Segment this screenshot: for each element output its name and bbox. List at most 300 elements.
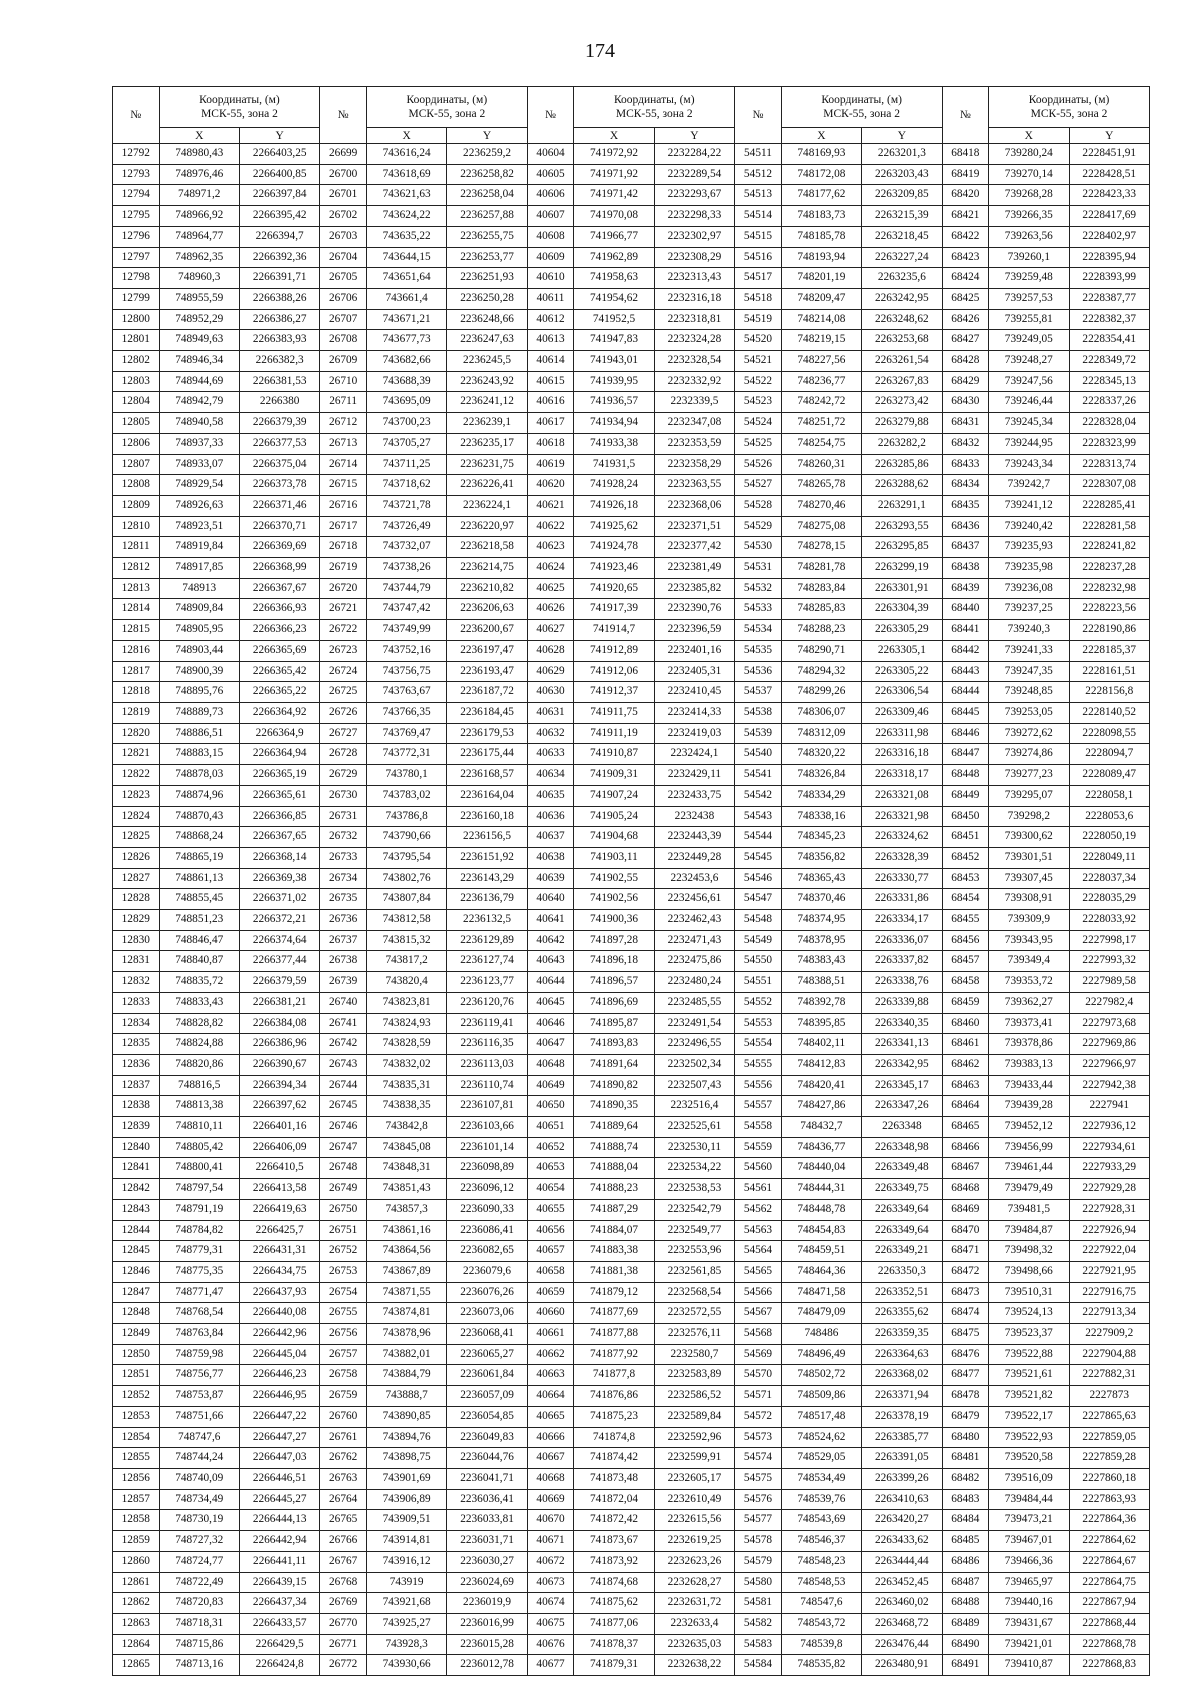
x-coordinate: 748933,07 [159,454,239,475]
x-coordinate: 741911,75 [574,702,654,723]
x-coordinate: 741877,06 [574,1613,654,1634]
x-coordinate: 743871,55 [366,1282,446,1303]
table-row [113,558,1150,579]
x-coordinate: 741966,77 [574,226,654,247]
y-coordinate: 2236143,29 [447,868,527,889]
point-number: 40677 [527,1655,574,1676]
x-coordinate: 739516,09 [989,1469,1069,1490]
point-number: 68457 [942,951,989,972]
point-number: 26708 [320,330,367,351]
point-number: 26767 [320,1551,367,1572]
y-coordinate: 2263305,29 [862,620,942,641]
x-coordinate: 743848,31 [366,1158,446,1179]
x-coordinate: 741873,67 [574,1531,654,1552]
x-coordinate: 741874,68 [574,1572,654,1593]
point-number: 40661 [527,1324,574,1345]
x-coordinate: 739349,4 [989,951,1069,972]
y-coordinate: 2266392,36 [239,247,319,268]
y-coordinate: 2266431,31 [239,1241,319,1262]
point-number: 54536 [735,661,782,682]
x-coordinate: 748946,34 [159,351,239,372]
y-coordinate: 2236012,78 [447,1655,527,1676]
y-coordinate: 2228161,51 [1069,661,1149,682]
y-coordinate: 2263203,43 [862,164,942,185]
y-coordinate: 2236224,1 [447,495,527,516]
y-coordinate: 2236160,18 [447,806,527,827]
x-coordinate: 743884,79 [366,1365,446,1386]
header-y-2: Y [447,128,527,144]
x-coordinate: 739300,62 [989,827,1069,848]
point-number: 68489 [942,1613,989,1634]
point-number: 68465 [942,1117,989,1138]
y-coordinate: 2236024,69 [447,1572,527,1593]
point-number: 68447 [942,744,989,765]
x-coordinate: 748753,87 [159,1386,239,1407]
point-number: 26770 [320,1613,367,1634]
point-number: 54564 [735,1241,782,1262]
y-coordinate: 2227859,28 [1069,1448,1149,1469]
point-number: 54551 [735,972,782,993]
y-coordinate: 2232507,43 [654,1075,734,1096]
x-coordinate: 743721,78 [366,495,446,516]
table-row [113,1117,1150,1138]
table-row [113,537,1150,558]
point-number: 40664 [527,1386,574,1407]
x-coordinate: 739523,37 [989,1324,1069,1345]
y-coordinate: 2263355,62 [862,1303,942,1324]
y-coordinate: 2228089,47 [1069,765,1149,786]
x-coordinate: 748378,95 [781,930,861,951]
x-coordinate: 748278,15 [781,537,861,558]
y-coordinate: 2232592,96 [654,1427,734,1448]
y-coordinate: 2263293,55 [862,516,942,537]
point-number: 68449 [942,785,989,806]
point-number: 40605 [527,164,574,185]
y-coordinate: 2236079,6 [447,1261,527,1282]
y-coordinate: 2232485,55 [654,992,734,1013]
y-coordinate: 2236068,41 [447,1324,527,1345]
y-coordinate: 2232328,54 [654,351,734,372]
point-number: 26720 [320,578,367,599]
point-number: 12817 [113,661,160,682]
header-num-3: № [527,87,574,144]
y-coordinate: 2266370,71 [239,516,319,537]
x-coordinate: 739277,23 [989,765,1069,786]
y-coordinate: 2266441,11 [239,1551,319,1572]
y-coordinate: 2227998,17 [1069,930,1149,951]
x-coordinate: 739263,56 [989,226,1069,247]
point-number: 12848 [113,1303,160,1324]
point-number: 12829 [113,910,160,931]
point-number: 68443 [942,661,989,682]
point-number: 68475 [942,1324,989,1345]
point-number: 26756 [320,1324,367,1345]
y-coordinate: 2263359,35 [862,1324,942,1345]
x-coordinate: 748288,23 [781,620,861,641]
y-coordinate: 2236101,14 [447,1137,527,1158]
x-coordinate: 739240,3 [989,620,1069,641]
table-row [113,1241,1150,1262]
point-number: 12845 [113,1241,160,1262]
x-coordinate: 741874,42 [574,1448,654,1469]
point-number: 68471 [942,1241,989,1262]
table-row [113,330,1150,351]
x-coordinate: 741897,28 [574,930,654,951]
x-coordinate: 748861,13 [159,868,239,889]
table-row [113,578,1150,599]
y-coordinate: 2236041,71 [447,1469,527,1490]
point-number: 40632 [527,723,574,744]
y-coordinate: 2232308,29 [654,247,734,268]
point-number: 40610 [527,268,574,289]
point-number: 26759 [320,1386,367,1407]
point-number: 68426 [942,309,989,330]
y-coordinate: 2263336,07 [862,930,942,951]
y-coordinate: 2232580,7 [654,1344,734,1365]
y-coordinate: 2236019,9 [447,1593,527,1614]
y-coordinate: 2266386,27 [239,309,319,330]
x-coordinate: 743766,35 [366,702,446,723]
point-number: 40673 [527,1572,574,1593]
y-coordinate: 2263337,82 [862,951,942,972]
x-coordinate: 748496,49 [781,1344,861,1365]
x-coordinate: 748345,23 [781,827,861,848]
point-number: 54568 [735,1324,782,1345]
x-coordinate: 748964,77 [159,226,239,247]
point-number: 68467 [942,1158,989,1179]
point-number: 68444 [942,682,989,703]
point-number: 40625 [527,578,574,599]
y-coordinate: 2266446,95 [239,1386,319,1407]
table-row [113,868,1150,889]
point-number: 54519 [735,309,782,330]
x-coordinate: 748820,86 [159,1054,239,1075]
y-coordinate: 2266375,04 [239,454,319,475]
y-coordinate: 2236116,35 [447,1034,527,1055]
y-coordinate: 2236247,63 [447,330,527,351]
y-coordinate: 2228345,13 [1069,371,1149,392]
x-coordinate: 743916,12 [366,1551,446,1572]
x-coordinate: 741874,8 [574,1427,654,1448]
x-coordinate: 743864,56 [366,1241,446,1262]
x-coordinate: 743718,62 [366,475,446,496]
point-number: 68458 [942,972,989,993]
y-coordinate: 2236065,27 [447,1344,527,1365]
point-number: 40633 [527,744,574,765]
point-number: 12807 [113,454,160,475]
x-coordinate: 748209,47 [781,288,861,309]
x-coordinate: 748427,86 [781,1096,861,1117]
x-coordinate: 748260,31 [781,454,861,475]
x-coordinate: 748227,56 [781,351,861,372]
table-row [113,889,1150,910]
x-coordinate: 741877,92 [574,1344,654,1365]
point-number: 68436 [942,516,989,537]
y-coordinate: 2232429,11 [654,765,734,786]
y-coordinate: 2263410,63 [862,1489,942,1510]
point-number: 68461 [942,1034,989,1055]
x-coordinate: 739280,24 [989,144,1069,165]
y-coordinate: 2263468,72 [862,1613,942,1634]
y-coordinate: 2232589,84 [654,1406,734,1427]
x-coordinate: 748534,49 [781,1469,861,1490]
point-number: 68474 [942,1303,989,1324]
x-coordinate: 743832,02 [366,1054,446,1075]
point-number: 54530 [735,537,782,558]
y-coordinate: 2232568,54 [654,1282,734,1303]
y-coordinate: 2232516,4 [654,1096,734,1117]
point-number: 54542 [735,785,782,806]
point-number: 12852 [113,1386,160,1407]
x-coordinate: 748283,84 [781,578,861,599]
point-number: 26738 [320,951,367,972]
y-coordinate: 2236107,81 [447,1096,527,1117]
y-coordinate: 2266395,42 [239,206,319,227]
x-coordinate: 743616,24 [366,144,446,165]
point-number: 26712 [320,413,367,434]
point-number: 68433 [942,454,989,475]
table-row [113,454,1150,475]
x-coordinate: 741877,88 [574,1324,654,1345]
point-number: 68470 [942,1220,989,1241]
x-coordinate: 739307,45 [989,868,1069,889]
point-number: 54569 [735,1344,782,1365]
y-coordinate: 2228098,55 [1069,723,1149,744]
point-number: 12801 [113,330,160,351]
point-number: 40635 [527,785,574,806]
y-coordinate: 2236220,97 [447,516,527,537]
x-coordinate: 739498,32 [989,1241,1069,1262]
point-number: 26719 [320,558,367,579]
point-number: 12793 [113,164,160,185]
point-number: 40617 [527,413,574,434]
point-number: 40607 [527,206,574,227]
x-coordinate: 748265,78 [781,475,861,496]
y-coordinate: 2232363,55 [654,475,734,496]
x-coordinate: 748971,2 [159,185,239,206]
x-coordinate: 741902,55 [574,868,654,889]
y-coordinate: 2232302,97 [654,226,734,247]
y-coordinate: 2266447,27 [239,1427,319,1448]
y-coordinate: 2263339,88 [862,992,942,1013]
y-coordinate: 2232381,49 [654,558,734,579]
x-coordinate: 741896,57 [574,972,654,993]
y-coordinate: 2263444,44 [862,1551,942,1572]
y-coordinate: 2266446,51 [239,1469,319,1490]
point-number: 54583 [735,1634,782,1655]
y-coordinate: 2236110,74 [447,1075,527,1096]
point-number: 54516 [735,247,782,268]
x-coordinate: 739301,51 [989,847,1069,868]
header-y-1: Y [239,128,319,144]
y-coordinate: 2227973,68 [1069,1013,1149,1034]
header-x-2: X [366,128,446,144]
x-coordinate: 748193,94 [781,247,861,268]
x-coordinate: 743756,75 [366,661,446,682]
x-coordinate: 739431,67 [989,1613,1069,1634]
x-coordinate: 748402,11 [781,1034,861,1055]
point-number: 40668 [527,1469,574,1490]
point-number: 12831 [113,951,160,972]
y-coordinate: 2227926,94 [1069,1220,1149,1241]
y-coordinate: 2263282,2 [862,433,942,454]
y-coordinate: 2236168,57 [447,765,527,786]
y-coordinate: 2232298,33 [654,206,734,227]
point-number: 54565 [735,1261,782,1282]
x-coordinate: 743661,4 [366,288,446,309]
table-row [113,351,1150,372]
table-row [113,1199,1150,1220]
point-number: 68452 [942,847,989,868]
x-coordinate: 743901,69 [366,1469,446,1490]
point-number: 12846 [113,1261,160,1282]
x-coordinate: 739362,27 [989,992,1069,1013]
point-number: 26706 [320,288,367,309]
y-coordinate: 2228058,1 [1069,785,1149,806]
y-coordinate: 2266439,15 [239,1572,319,1593]
y-coordinate: 2266386,96 [239,1034,319,1055]
table-row [113,495,1150,516]
x-coordinate: 748797,54 [159,1179,239,1200]
table-row [113,1386,1150,1407]
point-number: 40670 [527,1510,574,1531]
table-row [113,1220,1150,1241]
point-number: 26701 [320,185,367,206]
x-coordinate: 739481,5 [989,1199,1069,1220]
table-row [113,1427,1150,1448]
x-coordinate: 748895,76 [159,682,239,703]
x-coordinate: 748976,46 [159,164,239,185]
y-coordinate: 2236259,2 [447,144,527,165]
x-coordinate: 739244,95 [989,433,1069,454]
y-coordinate: 2232525,61 [654,1117,734,1138]
y-coordinate: 2266390,67 [239,1054,319,1075]
y-coordinate: 2236098,89 [447,1158,527,1179]
y-coordinate: 2228395,94 [1069,247,1149,268]
x-coordinate: 741884,07 [574,1220,654,1241]
x-coordinate: 743700,23 [366,413,446,434]
x-coordinate: 743817,2 [366,951,446,972]
header-y-5: Y [1069,128,1149,144]
point-number: 54517 [735,268,782,289]
y-coordinate: 2227864,36 [1069,1510,1149,1531]
header-coordinates-5 [989,87,1150,128]
y-coordinate: 2227921,95 [1069,1261,1149,1282]
y-coordinate: 2236120,76 [447,992,527,1013]
x-coordinate: 743928,3 [366,1634,446,1655]
table-row [113,371,1150,392]
header-coord-label: Координаты, (м) [406,94,488,106]
header-system-label: МСК-55, зона 2 [408,108,486,120]
x-coordinate: 748299,26 [781,682,861,703]
y-coordinate: 2266381,53 [239,371,319,392]
x-coordinate: 739245,34 [989,413,1069,434]
point-number: 40630 [527,682,574,703]
x-coordinate: 741879,12 [574,1282,654,1303]
y-coordinate: 2232284,22 [654,144,734,165]
point-number: 54567 [735,1303,782,1324]
header-x-4: X [781,128,861,144]
point-number: 68437 [942,537,989,558]
point-number: 54571 [735,1386,782,1407]
point-number: 40675 [527,1613,574,1634]
point-number: 68442 [942,640,989,661]
x-coordinate: 741905,24 [574,806,654,827]
table-row [113,206,1150,227]
point-number: 68477 [942,1365,989,1386]
y-coordinate: 2227933,29 [1069,1158,1149,1179]
x-coordinate: 743812,58 [366,910,446,931]
x-coordinate: 748713,16 [159,1655,239,1676]
x-coordinate: 743749,99 [366,620,446,641]
y-coordinate: 2266367,67 [239,578,319,599]
y-coordinate: 2228387,77 [1069,288,1149,309]
point-number: 40660 [527,1303,574,1324]
y-coordinate: 2228281,58 [1069,516,1149,537]
point-number: 26707 [320,309,367,330]
y-coordinate: 2266388,26 [239,288,319,309]
y-coordinate: 2263321,08 [862,785,942,806]
x-coordinate: 743651,64 [366,268,446,289]
table-row [113,392,1150,413]
x-coordinate: 741962,89 [574,247,654,268]
x-coordinate: 748479,09 [781,1303,861,1324]
y-coordinate: 2232635,03 [654,1634,734,1655]
y-coordinate: 2236251,93 [447,268,527,289]
x-coordinate: 741910,87 [574,744,654,765]
table-row [113,661,1150,682]
y-coordinate: 2227936,12 [1069,1117,1149,1138]
point-number: 68488 [942,1593,989,1614]
point-number: 26745 [320,1096,367,1117]
x-coordinate: 743711,25 [366,454,446,475]
x-coordinate: 748236,77 [781,371,861,392]
x-coordinate: 748320,22 [781,744,861,765]
y-coordinate: 2236239,1 [447,413,527,434]
y-coordinate: 2228285,41 [1069,495,1149,516]
y-coordinate: 2266373,78 [239,475,319,496]
point-number: 12825 [113,827,160,848]
x-coordinate: 739246,44 [989,392,1069,413]
x-coordinate: 741926,18 [574,495,654,516]
point-number: 68450 [942,806,989,827]
point-number: 12839 [113,1117,160,1138]
x-coordinate: 741954,62 [574,288,654,309]
y-coordinate: 2236258,82 [447,164,527,185]
table-row [113,1261,1150,1282]
x-coordinate: 748177,62 [781,185,861,206]
y-coordinate: 2263321,98 [862,806,942,827]
x-coordinate: 748940,58 [159,413,239,434]
point-number: 68432 [942,433,989,454]
y-coordinate: 2227982,4 [1069,992,1149,1013]
y-coordinate: 2236255,75 [447,226,527,247]
point-number: 12815 [113,620,160,641]
point-number: 68420 [942,185,989,206]
y-coordinate: 2236151,92 [447,847,527,868]
header-x-5: X [989,128,1069,144]
x-coordinate: 748724,77 [159,1551,239,1572]
x-coordinate: 739309,9 [989,910,1069,931]
y-coordinate: 2227868,78 [1069,1634,1149,1655]
x-coordinate: 741912,89 [574,640,654,661]
x-coordinate: 739452,12 [989,1117,1069,1138]
x-coordinate: 739274,86 [989,744,1069,765]
header-coordinates-2 [366,87,527,128]
point-number: 68478 [942,1386,989,1407]
table-row [113,1551,1150,1572]
point-number: 40631 [527,702,574,723]
